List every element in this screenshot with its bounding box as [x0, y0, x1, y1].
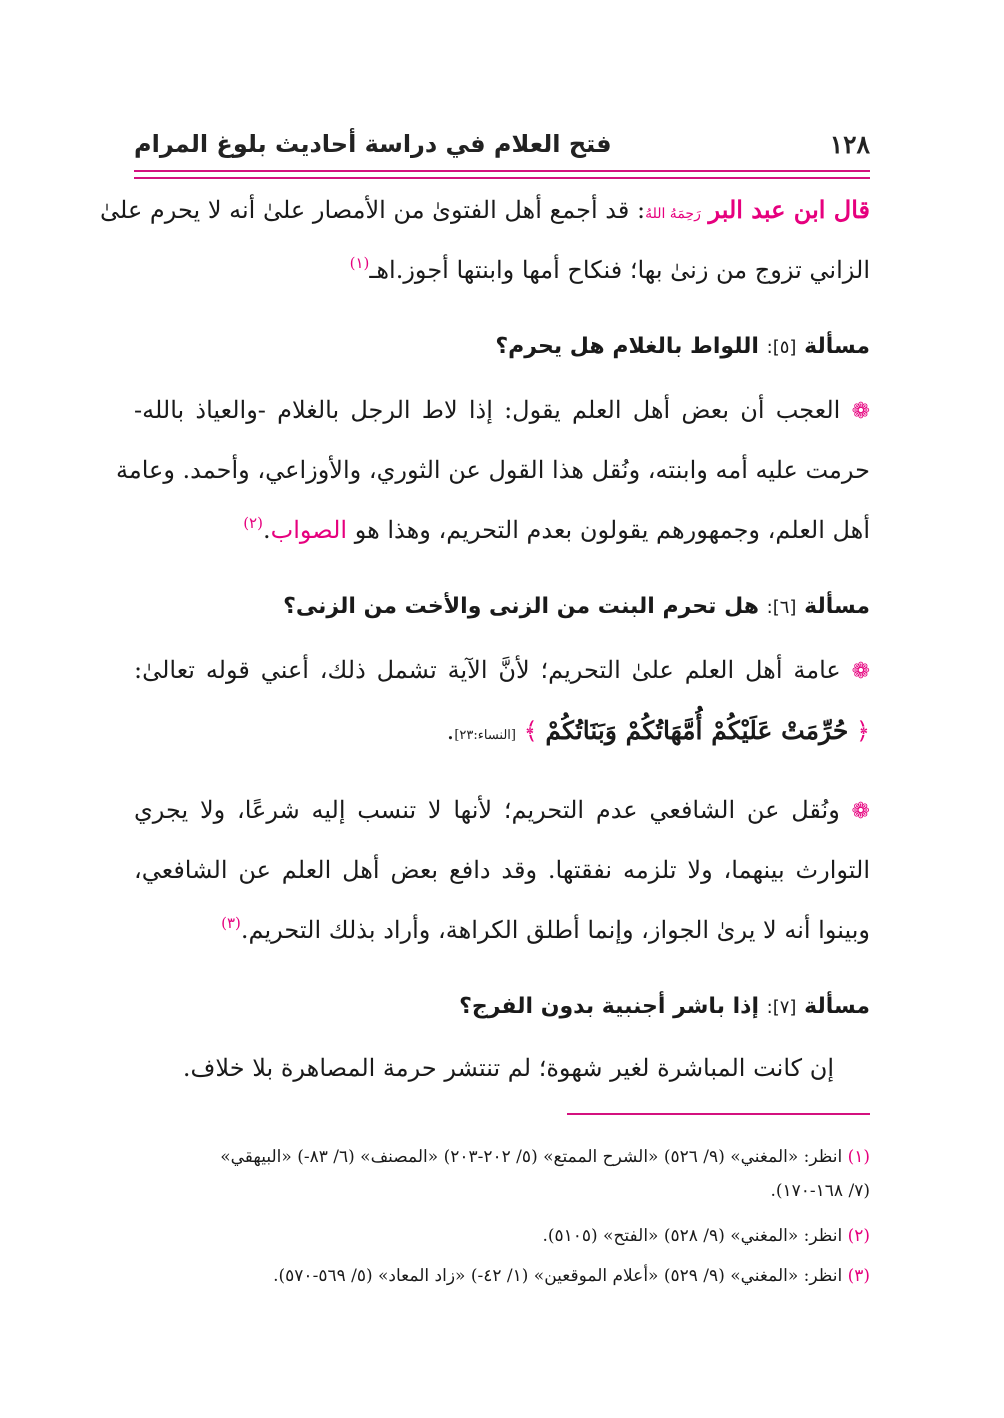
q6-p2-line2-text: التوارث بينهما، ولا تلزمه نفقتها. وقد دافع بعض أهل العلم عن الشافعي، — [134, 856, 870, 884]
highlight-word: الصواب — [270, 516, 348, 544]
q6-label: مسألة — [804, 594, 870, 619]
footnote-1 — [134, 1146, 870, 1169]
footnote-1-line1: انظر: «المغني» (٩/ ٥٢٦) «الشرح الممتع» (٥/ ٢٠٢-٢٠٣) «المصنف» (٦/ ٨٣-) «البيهقي» — [220, 1147, 843, 1167]
quran-open-bracket: ﴿ — [855, 717, 870, 745]
quran-close-bracket: ﴾ — [523, 717, 538, 745]
footnote-1-number: (١) — [847, 1147, 870, 1167]
flower-ornament-icon: ❁ — [851, 799, 870, 824]
footnote-3 — [134, 1265, 870, 1288]
flower-ornament-icon: ❁ — [851, 399, 870, 424]
q7-line1 — [134, 1054, 834, 1083]
q6-p2-line2 — [134, 856, 870, 885]
footnote-ref-1[interactable]: (١) — [349, 254, 370, 272]
footnote-ref-3[interactable]: (٣) — [221, 914, 241, 932]
flower-ornament-icon: ❁ — [851, 659, 870, 684]
quran-verse: حُرِّمَتْ عَلَيْكُمْ أُمَّهَاتُكُمْ وَبَنَاتُكُمْ — [545, 716, 849, 745]
q5-line3-end: . — [262, 516, 271, 544]
q6-p2-line1 — [134, 796, 870, 825]
q5-heading — [134, 334, 870, 360]
footnote-1-cont — [134, 1180, 870, 1203]
q5-line2 — [115, 456, 870, 485]
para1-line1 — [100, 195, 870, 225]
header-rule-bottom — [134, 177, 870, 179]
q7-line1-text: إن كانت المباشرة لغير شهوة؛ لم تنتشر حرمة المصاهرة بلا خلاف. — [182, 1054, 834, 1082]
footnote-3-number: (٣) — [847, 1266, 870, 1286]
q6-number: [٦]: — [766, 597, 797, 618]
footnote-2-line1: انظر: «المغني» (٩/ ٥٢٨) «الفتح» (٥١٠٥). — [542, 1226, 843, 1246]
q7-number: [٧]: — [766, 997, 797, 1018]
speaker-name: قال ابن عبد البر — [708, 195, 870, 224]
q5-label: مسألة — [804, 334, 870, 359]
q6-p2-line1-text: ونُقل عن الشافعي عدم التحريم؛ لأنها لا تنسب إليه شرعًا، ولا يجري — [134, 796, 840, 824]
page-header — [134, 126, 870, 166]
para1-line2-text: الزاني تزوج من زنىٰ بها؛ فنكاح أمها وابنتها أجوز.اهـ — [369, 256, 870, 284]
q6-p2-line3-text: وبينوا أنه لا يرىٰ الجواز، وإنما أطلق الكراهة، وأراد بذلك التحريم. — [240, 916, 870, 944]
q5-line3 — [134, 516, 870, 545]
q5-line1 — [134, 396, 870, 425]
quran-verse-line — [134, 716, 870, 746]
q6-line1 — [134, 656, 870, 685]
para1-line1-text: : قد أجمع أهل الفتوىٰ من الأمصار علىٰ أنه لا يحرم علىٰ — [100, 196, 646, 224]
q5-line3-text: أهل العلم، وجمهورهم يقولون بعدم التحريم، وهذا هو — [354, 516, 870, 544]
footnote-ref-2[interactable]: (٢) — [243, 514, 263, 532]
quran-end: . — [446, 717, 455, 745]
book-title: فتح العلام في دراسة أحاديث بلوغ المرام — [134, 130, 612, 158]
q6-line1-text: عامة أهل العلم علىٰ التحريم؛ لأنَّ الآية تشمل ذلك، أعني قوله تعالىٰ: — [134, 656, 841, 684]
footnote-1-line2: (٧/ ١٦٨-١٧٠). — [770, 1181, 870, 1201]
q7-heading — [134, 994, 870, 1020]
q7-label: مسألة — [804, 994, 870, 1019]
footnote-separator — [567, 1113, 870, 1115]
footnote-2-number: (٢) — [847, 1226, 870, 1246]
q7-title: إذا باشر أجنبية بدون الفرج؟ — [459, 994, 759, 1019]
q5-line2-text: حرمت عليه أمه وابنته، ونُقل هذا القول عن الثوري، والأوزاعي، وأحمد. وعامة — [115, 456, 870, 484]
q5-line1-text: العجب أن بعض أهل العلم يقول: إذا لاط الرجل بالغلام -والعياذ بالله- — [134, 396, 841, 424]
q5-number: [٥]: — [766, 337, 797, 358]
q6-title: هل تحرم البنت من الزنى والأخت من الزنى؟ — [283, 594, 759, 619]
q6-heading — [134, 594, 870, 620]
header-rule-top — [134, 170, 870, 172]
q6-p2-line3 — [134, 916, 870, 945]
para1-line2 — [134, 256, 870, 285]
quran-reference: [النساء:٢٣] — [454, 728, 516, 743]
honorific: رَحِمَهُ اللهُ — [645, 206, 701, 222]
page-number: ١٢٨ — [829, 130, 870, 159]
q5-title: اللواط بالغلام هل يحرم؟ — [495, 334, 759, 359]
footnote-3-line1: انظر: «المغني» (٩/ ٥٢٩) «أعلام الموقعين» (١/ ٤٢-) «زاد المعاد» (٥/ ٥٦٩-٥٧٠). — [273, 1266, 843, 1286]
footnote-2 — [134, 1225, 870, 1248]
